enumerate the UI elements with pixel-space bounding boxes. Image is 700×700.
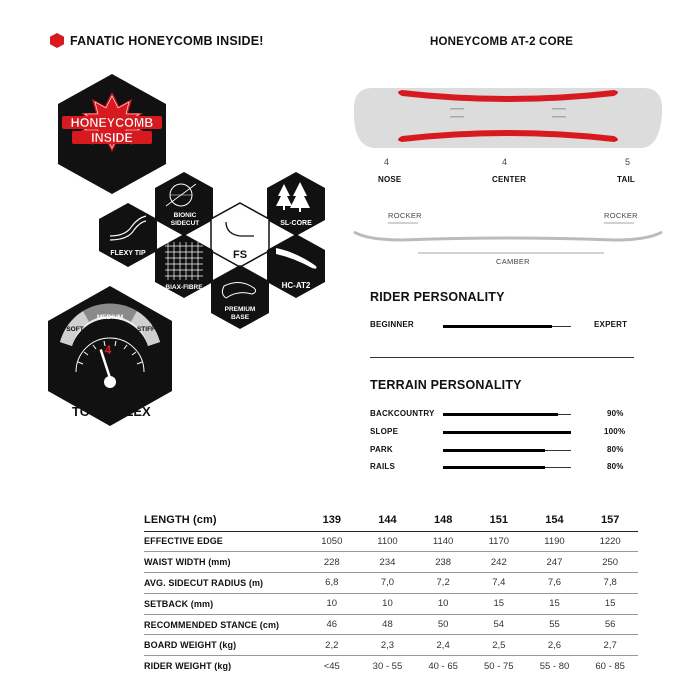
cell: 238	[415, 552, 471, 573]
soft-label: SOFT	[66, 326, 84, 333]
center-label: CENTER	[492, 175, 527, 184]
terrain-label: BACKCOUNTRY	[370, 409, 435, 418]
table-row-waist-width	[144, 552, 638, 573]
fs-label: FS	[232, 249, 248, 261]
center-value: 4	[502, 157, 508, 167]
core-title: HONEYCOMB AT-2 CORE	[430, 36, 574, 48]
table-row-sidecut-radius	[144, 573, 638, 594]
cell: 228	[304, 552, 360, 573]
cell: 15	[471, 593, 527, 614]
cell: 55 - 80	[539, 660, 570, 672]
cell: 48	[360, 614, 416, 635]
row-label: RIDER WEIGHT (kg)	[144, 661, 232, 672]
rider-beginner-label: BEGINNER	[370, 320, 414, 329]
terrain-personality-title: TERRAIN PERSONALITY	[370, 378, 522, 392]
cell: 2,7	[582, 635, 638, 656]
nose-label: NOSE	[378, 175, 402, 184]
rider-expert-label: EXPERT	[594, 320, 628, 329]
cell: 7,0	[360, 573, 416, 594]
cell: 250	[582, 552, 638, 573]
cell: 1100	[360, 531, 416, 552]
tail-label: TAIL	[617, 175, 635, 184]
total-flex-label: TOTAL FLEX	[72, 404, 151, 419]
cell: 2,6	[527, 635, 583, 656]
row-label: EFFECTIVE EDGE	[144, 531, 304, 552]
cell: 6,8	[304, 573, 360, 594]
cell: 2,5	[471, 635, 527, 656]
cell: 46	[304, 614, 360, 635]
length-151: 151	[471, 509, 527, 531]
tail-value: 5	[625, 157, 631, 167]
bionic-sidecut-hexagon	[155, 172, 213, 236]
premium-label: PREMIUM	[224, 306, 256, 313]
premium-base-hexagon	[211, 265, 269, 329]
cell: 7,6	[527, 573, 583, 594]
camber-label: CAMBER	[496, 257, 530, 266]
board-core-illustration	[352, 84, 664, 154]
cell: <45	[323, 660, 340, 672]
sl-core-hexagon	[267, 172, 325, 236]
terrain-bar-fill	[443, 413, 558, 416]
terrain-bar-fill	[443, 431, 571, 434]
cell: 2,3	[360, 635, 416, 656]
cell: 234	[360, 552, 416, 573]
cell: 7,2	[415, 573, 471, 594]
row-label: SETBACK (mm)	[144, 593, 304, 614]
sidecut-label: SIDECUT	[170, 220, 200, 227]
terrain-label: SLOPE	[370, 427, 399, 436]
honeycomb-inside-hexagon	[58, 74, 166, 194]
terrain-value: 90%	[607, 409, 624, 418]
cell: 54	[471, 614, 527, 635]
table-row-board-weight	[144, 635, 638, 656]
table-row-rider-weight	[144, 656, 638, 677]
sl-core-label: SL-CORE	[280, 220, 312, 227]
hc-at2-hexagon	[267, 234, 325, 298]
specs-header-row	[144, 509, 638, 531]
flexy-tip-label: FLEXY TIP	[110, 250, 146, 257]
cell: 2,2	[304, 635, 360, 656]
terrain-value: 80%	[607, 445, 624, 454]
nose-value: 4	[384, 157, 390, 167]
cell: 10	[360, 593, 416, 614]
length-139: 139	[304, 509, 360, 531]
length-148: 148	[415, 509, 471, 531]
flex-value: 4	[104, 343, 112, 357]
length-144: 144	[360, 509, 416, 531]
length-header: LENGTH (cm)	[144, 509, 304, 531]
cell: 55	[527, 614, 583, 635]
honeycomb-word: HONEYCOMB	[70, 116, 154, 130]
stiff-label: STIFF	[136, 326, 156, 333]
cell: 2,4	[415, 635, 471, 656]
cell: 242	[471, 552, 527, 573]
base-label: BASE	[230, 314, 250, 321]
rocker-right-label: ROCKER	[604, 211, 638, 220]
cell: 56	[582, 614, 638, 635]
needle-hub	[104, 376, 116, 388]
terrain-label: RAILS	[370, 462, 395, 471]
rider-personality-title: RIDER PERSONALITY	[370, 290, 505, 304]
row-label: AVG. SIDECUT RADIUS (m)	[144, 573, 304, 594]
terrain-value: 100%	[604, 427, 626, 436]
cell: 30 - 55	[372, 660, 403, 672]
row-label: WAIST WIDTH (mm)	[144, 552, 304, 573]
cell: 1190	[527, 531, 583, 552]
medium-label: MEDIUM	[96, 314, 124, 321]
table-row-effective-edge	[144, 531, 638, 552]
cell: 15	[527, 593, 583, 614]
inside-word: INSIDE	[91, 131, 133, 145]
section-divider	[370, 357, 634, 358]
cell: 247	[527, 552, 583, 573]
length-157: 157	[582, 509, 638, 531]
cell: 7,8	[582, 573, 638, 594]
honeycomb-inside-title: FANATIC HONEYCOMB INSIDE!	[70, 34, 264, 48]
rocker-left-label: ROCKER	[388, 211, 422, 220]
terrain-label: PARK	[370, 445, 393, 454]
cell: 60 - 85	[595, 660, 625, 672]
cell: 1140	[415, 531, 471, 552]
terrain-value: 80%	[607, 462, 624, 471]
biax-fibre-label: BIAX-FIBRE	[165, 284, 203, 291]
length-154: 154	[527, 509, 583, 531]
cell: 1050	[304, 531, 360, 552]
table-row-setback	[144, 593, 638, 614]
cell: 7,4	[471, 573, 527, 594]
rider-bar-fill	[443, 325, 552, 328]
row-label: RECOMMENDED STANCE (cm)	[144, 614, 304, 635]
biax-fibre-hexagon	[155, 234, 213, 298]
cell: 10	[415, 593, 471, 614]
cell: 10	[304, 593, 360, 614]
flexy-tip-hexagon	[99, 203, 157, 267]
fs-hexagon	[211, 203, 269, 267]
terrain-bar-fill	[443, 449, 545, 452]
table-row-recommended-stance	[144, 614, 638, 635]
board-profile-illustration	[352, 220, 664, 260]
cell: 1170	[471, 531, 527, 552]
hc-at2-label: HC-AT2	[281, 281, 311, 290]
cell: 50	[415, 614, 471, 635]
row-label: BOARD WEIGHT (kg)	[144, 635, 304, 656]
specs-table	[144, 509, 638, 677]
cell: 15	[582, 593, 638, 614]
bionic-label: BIONIC	[173, 212, 197, 219]
cell: 1220	[582, 531, 638, 552]
cell: 40 - 65	[428, 660, 458, 672]
cell: 50 - 75	[484, 660, 514, 672]
terrain-bar-fill	[443, 466, 545, 469]
